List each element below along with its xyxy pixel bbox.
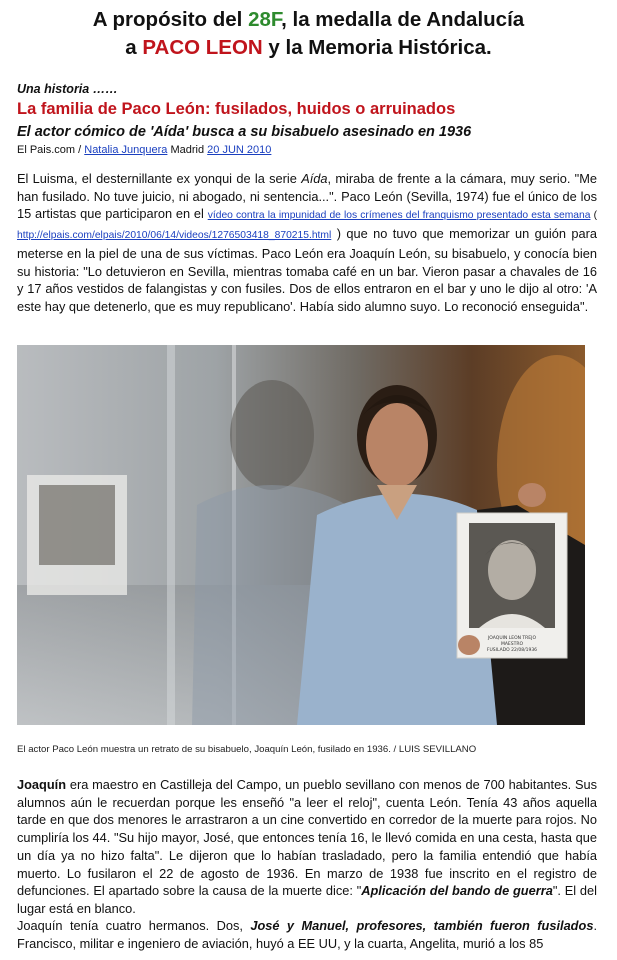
text: . Francisco, militar e ingeniero de aviación, huyó a EE UU, y la cuarta, Angelita, murió a los 85 [17, 918, 597, 951]
video-link[interactable]: vídeo contra la impunidad de los crímenes del franquismo presentado esta semana [207, 210, 591, 222]
header-line-1 [0, 6, 617, 34]
text: , miraba de frente a la cámara, muy serio. "Me han fusilado. No tuve juicio, ni abogado, ni sentencia...". Paco León (Sevilla, 1974) fue el único de los 15 artistas que participaron en el [17, 171, 597, 222]
text: Joaquín tenía cuatro hermanos. Dos, [17, 918, 251, 933]
byline-source: El Pais.com / [17, 144, 85, 156]
name-bold: Joaquín [17, 777, 67, 792]
paragraph-joaquin [17, 776, 597, 918]
text: ( [590, 210, 598, 222]
text: El Luisma, el desternillante ex yonqui de la serie [17, 171, 302, 186]
text: ) que no tuvo que memorizar un guión para meterse en la piel de una de sus víctimas. Paco León era Joaquín León, su bisabuelo, y conocía bien su historia: "Lo detuvieron en Sevilla, mientras tomaba café en un bar. Vieron pasar a chavales de 16 y 17 años vestidos de falangistas y con fusiles. Dos de ellos entraron en el bar y uno le dijo al otro: 'A este hay que detenerlo, que es muy republicano'. Había sido alumno suyo. Lo reconoció enseguida". [17, 226, 597, 314]
text: ". El del lugar está en blanco. [17, 883, 597, 916]
page-header [0, 6, 617, 62]
cause-quote: Aplicación del bando de guerra [361, 883, 553, 899]
header-text: y la Memoria Histórica. [262, 36, 492, 59]
article-photo [17, 345, 585, 725]
highlight-paco-leon: PACO LEON [142, 36, 263, 59]
date-link[interactable]: 20 JUN 2010 [207, 144, 272, 156]
header-text: , la medalla de Andalucía [281, 8, 525, 31]
header-text: A propósito del [92, 8, 249, 31]
photo-caption: El actor Paco León muestra un retrato de su bisabuelo, Joaquín León, fusilado en 1936. / LUIS SEVILLANO [17, 744, 477, 755]
header-line-2 [0, 34, 617, 62]
header-text: a [125, 36, 143, 59]
brothers-highlight: José y Manuel, profesores, también fueron fusilados [250, 918, 594, 933]
article-headline: La familia de Paco León: fusilados, huidos o arruinados [17, 100, 456, 118]
paragraph-intro [17, 170, 597, 316]
article-subhead: El actor cómico de 'Aída' busca a su bisabuelo asesinado en 1936 [17, 124, 472, 140]
author-link[interactable]: Natalia Junquera [84, 144, 168, 156]
byline [17, 144, 271, 156]
url-link[interactable]: http://elpais.com/elpais/2010/06/14/videos/1276503418_870215.html [17, 230, 332, 242]
series-title: Aída [301, 171, 328, 186]
article-kicker: Una historia …… [17, 82, 118, 96]
byline-place: Madrid [167, 144, 208, 156]
card-text-2: MAESTRO [500, 642, 524, 647]
card-text-1: JOAQUIN LEON TREJO [487, 636, 537, 641]
text: era maestro en Castilleja del Campo, un pueblo sevillano con menos de 700 habitantes. Sus alumnos aún le recuerdan porque les enseñó "a leer el reloj", cuenta León. Tenía 43 años aquella tarde en que dos menores le arrastraron a un cine convertido en corredor de la muerte para rojos. No cumpliría los 44. "Su hijo mayor, José, que entonces tenía 16, le llevó comida en una cesta, hasta que un día ya no hizo falta". Le dijeron que lo habían trasladado, pero la familia entendió que había muerto. Lo fusilaron el 22 de agosto de 1936. En marzo de 1938 fue inscrito en el registro de defunciones. El apartado sobre la causa de la muerte dice: " [17, 777, 597, 899]
card-text-3: FUSILADO 22/08/1936 [486, 648, 538, 653]
paragraph-brothers [17, 917, 597, 952]
highlight-28f: 28F [248, 8, 282, 31]
